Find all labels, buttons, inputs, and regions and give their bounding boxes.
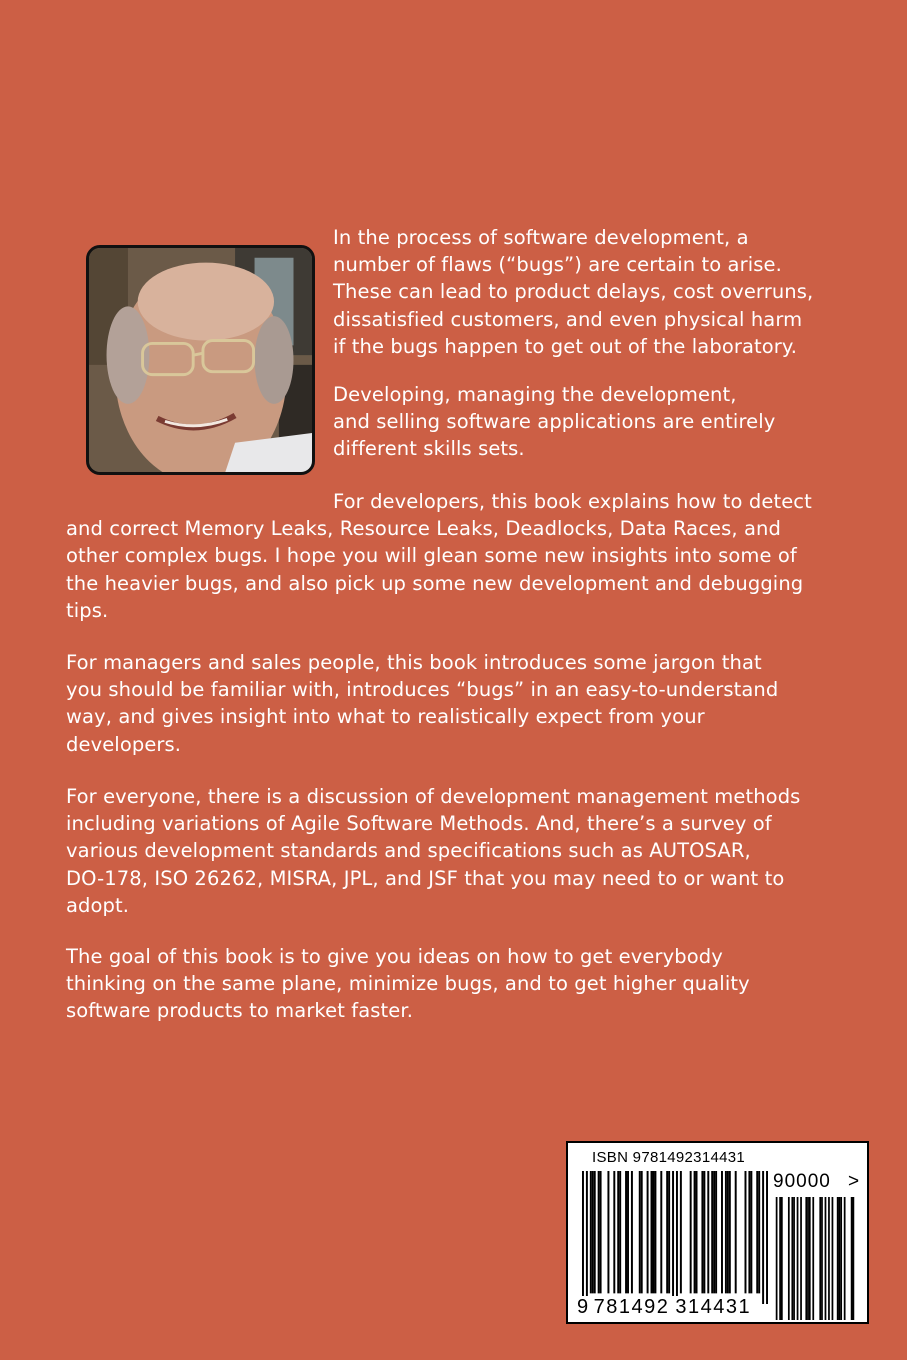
barcode-addon-bar bbox=[837, 1197, 839, 1320]
barcode-bar bbox=[652, 1171, 654, 1293]
barcode-addon-bar bbox=[809, 1197, 811, 1320]
barcode-bar bbox=[676, 1171, 678, 1304]
barcode-digit-group-1: 781492 bbox=[593, 1296, 670, 1318]
text-line: various development standards and specifications such as AUTOSAR, bbox=[66, 839, 751, 863]
skills-paragraph bbox=[333, 381, 775, 463]
barcode-bar bbox=[607, 1171, 609, 1293]
barcode-bar bbox=[680, 1171, 682, 1293]
barcode-addon-bar bbox=[791, 1197, 793, 1320]
barcode-bar bbox=[748, 1171, 750, 1293]
text-line: For everyone, there is a discussion of development management methods bbox=[66, 785, 801, 808]
text-line: if the bugs happen to get out of the laboratory. bbox=[333, 334, 798, 358]
barcode-addon-bar bbox=[828, 1197, 830, 1320]
barcode-addon-bar bbox=[853, 1197, 855, 1320]
text-line: the heavier bugs, and also pick up some new development and debugging bbox=[66, 571, 804, 595]
barcode-bar bbox=[725, 1171, 727, 1293]
barcode-bar bbox=[617, 1171, 619, 1293]
barcode-bar bbox=[582, 1171, 584, 1304]
barcode-bar bbox=[745, 1171, 747, 1293]
isbn-label: ISBN 9781492314431 bbox=[592, 1149, 746, 1166]
barcode-bar bbox=[586, 1171, 588, 1304]
barcode-addon-bar bbox=[807, 1197, 809, 1320]
barcode-lead-digit: 9 bbox=[577, 1296, 590, 1318]
everyone-paragraph bbox=[66, 783, 800, 919]
text-line: software products to market faster. bbox=[66, 999, 414, 1023]
text-line: tips. bbox=[66, 598, 109, 622]
text-line: way, and gives insight into what to realistically expect from your bbox=[66, 705, 705, 729]
barcode-bar bbox=[660, 1171, 662, 1293]
barcode-bar bbox=[713, 1171, 715, 1293]
barcode-addon-bar bbox=[840, 1197, 842, 1320]
barcode-bar bbox=[651, 1171, 653, 1293]
barcode-bar bbox=[666, 1171, 668, 1293]
text-line: different skills sets. bbox=[333, 437, 525, 461]
barcode-addon-bar bbox=[805, 1197, 807, 1320]
barcode-addon-bar bbox=[788, 1197, 790, 1320]
intro-paragraph bbox=[333, 224, 813, 360]
managers-paragraph bbox=[66, 649, 778, 758]
barcode-addon-bar bbox=[793, 1197, 795, 1320]
price-arrow: > bbox=[848, 1171, 860, 1192]
barcode-bar bbox=[694, 1171, 696, 1293]
developers-paragraph bbox=[66, 488, 812, 624]
barcode-bar bbox=[631, 1171, 633, 1293]
isbn-barcode bbox=[566, 1141, 869, 1324]
barcode-bar bbox=[715, 1171, 717, 1293]
barcode-addon-bar bbox=[800, 1197, 802, 1320]
text-line: For managers and sales people, this book introduces some jargon that bbox=[66, 651, 762, 674]
text-line: including variations of Agile Software Methods. And, there’s a survey of bbox=[66, 812, 772, 836]
barcode-bar bbox=[690, 1171, 692, 1293]
barcode-bar bbox=[735, 1171, 737, 1293]
text-line: adopt. bbox=[66, 893, 130, 917]
text-line: thinking on the same plane, minimize bugs, and to get higher quality bbox=[66, 972, 750, 996]
barcode-addon-bar bbox=[819, 1197, 821, 1320]
barcode-addon-bar bbox=[821, 1197, 823, 1320]
text-line: developers. bbox=[66, 732, 182, 756]
barcode-bar bbox=[766, 1171, 768, 1304]
barcode-main-bars bbox=[582, 1171, 768, 1304]
barcode-bar bbox=[707, 1171, 709, 1293]
barcode-addon-bars bbox=[774, 1197, 856, 1320]
barcode-bar bbox=[598, 1171, 600, 1293]
barcode-bar bbox=[758, 1171, 760, 1293]
barcode-addon-bar bbox=[825, 1197, 827, 1320]
barcode-bar bbox=[703, 1171, 705, 1293]
barcode-digit-group-2: 314431 bbox=[675, 1296, 752, 1318]
author-photo bbox=[86, 245, 315, 475]
barcode-bar bbox=[729, 1171, 731, 1293]
barcode-bar bbox=[613, 1171, 615, 1293]
text-line: and correct Memory Leaks, Resource Leaks, Deadlocks, Data Races, and bbox=[66, 517, 781, 541]
text-line: dissatisfied customers, and even physical harm bbox=[333, 307, 803, 331]
barcode-bar bbox=[639, 1171, 641, 1293]
barcode-bar bbox=[600, 1171, 602, 1293]
barcode-bar bbox=[627, 1171, 629, 1293]
text-line: and selling software applications are entirely bbox=[333, 410, 776, 434]
barcode-addon-bar bbox=[844, 1197, 846, 1320]
text-line: In the process of software development, a bbox=[333, 226, 749, 249]
price-code: 90000 bbox=[773, 1171, 831, 1192]
barcode-bar bbox=[668, 1171, 670, 1293]
barcode-bar bbox=[696, 1171, 698, 1293]
barcode-addon-bar bbox=[779, 1197, 781, 1320]
text-line: For developers, this book explains how to detect bbox=[333, 490, 812, 513]
barcode-bar bbox=[592, 1171, 594, 1293]
barcode-addon-bar bbox=[797, 1197, 799, 1320]
text-line: DO-178, ISO 26262, MISRA, JPL, and JSF that you may need to or want to bbox=[66, 866, 785, 890]
barcode-addon-bar bbox=[812, 1197, 814, 1320]
barcode-addon-bar bbox=[832, 1197, 834, 1320]
barcode-bar bbox=[762, 1171, 764, 1304]
text-line: These can lead to product delays, cost overruns, bbox=[333, 280, 814, 304]
text-line: Developing, managing the development, bbox=[333, 383, 737, 406]
barcode-addon-bar bbox=[851, 1197, 853, 1320]
text-line: you should be familiar with, introduces “bugs” in an easy-to-understand bbox=[66, 678, 779, 702]
text-line: The goal of this book is to give you ideas on how to get everybody bbox=[66, 945, 723, 968]
barcode-addon-bar bbox=[781, 1197, 783, 1320]
barcode-bar bbox=[756, 1171, 758, 1293]
barcode-bar bbox=[727, 1171, 729, 1293]
author-portrait-image bbox=[89, 248, 312, 472]
barcode-bar bbox=[641, 1171, 643, 1293]
barcode-bar bbox=[594, 1171, 596, 1293]
text-line: number of flaws (“bugs”) are certain to arise. bbox=[333, 253, 782, 277]
barcode-bar bbox=[672, 1171, 674, 1304]
barcode-bar bbox=[619, 1171, 621, 1293]
barcode-digits bbox=[577, 1296, 751, 1319]
barcode-bar bbox=[654, 1171, 656, 1293]
barcode-bar bbox=[721, 1171, 723, 1293]
barcode-bar bbox=[647, 1171, 649, 1293]
barcode-bar bbox=[750, 1171, 752, 1293]
barcode-bar bbox=[701, 1171, 703, 1293]
barcode-bar bbox=[711, 1171, 713, 1293]
barcode-addon-bar bbox=[776, 1197, 778, 1320]
barcode-bar bbox=[625, 1171, 627, 1293]
goal-paragraph bbox=[66, 943, 750, 1025]
barcode-addon-bar bbox=[839, 1197, 841, 1320]
text-line: other complex bugs. I hope you will glean some new insights into some of bbox=[66, 544, 797, 568]
barcode-bar bbox=[590, 1171, 592, 1293]
